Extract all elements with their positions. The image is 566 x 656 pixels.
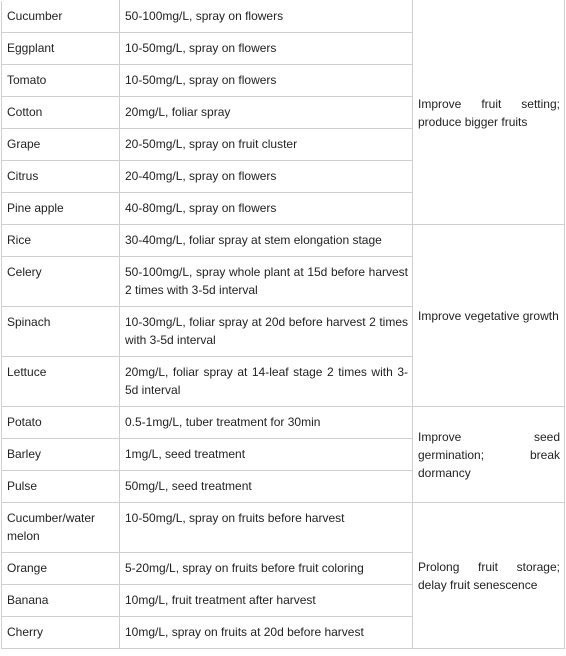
crop-cell: Orange (2, 553, 120, 585)
dosage-cell: 10-50mg/L, spray on flowers (120, 33, 413, 65)
dosage-cell: 50mg/L, seed treatment (120, 471, 413, 503)
crop-cell: Tomato (2, 65, 120, 97)
crop-cell: Rice (2, 225, 120, 257)
dosage-cell: 5-20mg/L, spray on fruits before fruit coloring (120, 553, 413, 585)
dosage-cell: 10mg/L, spray on fruits at 20d before harvest (120, 617, 413, 649)
purpose-cell: Prolong fruit storage; delay fruit senescence (413, 503, 565, 649)
dosage-cell: 30-40mg/L, foliar spray at stem elongation stage (120, 225, 413, 257)
crop-cell: Cucumber (2, 1, 120, 33)
crop-usage-table (1, 0, 565, 649)
crop-cell: Barley (2, 439, 120, 471)
dosage-cell: 10mg/L, fruit treatment after harvest (120, 585, 413, 617)
table-row (2, 1, 565, 33)
dosage-cell: 40-80mg/L, spray on flowers (120, 193, 413, 225)
dosage-cell: 50-100mg/L, spray on flowers (120, 1, 413, 33)
table-row (2, 503, 565, 553)
dosage-cell: 20-50mg/L, spray on fruit cluster (120, 129, 413, 161)
crop-cell: Cucumber/water melon (2, 503, 120, 553)
crop-cell: Banana (2, 585, 120, 617)
dosage-cell: 20-40mg/L, spray on flowers (120, 161, 413, 193)
dosage-cell: 10-50mg/L, spray on flowers (120, 65, 413, 97)
crop-cell: Spinach (2, 307, 120, 357)
purpose-cell: Improve fruit setting; produce bigger fruits (413, 1, 565, 225)
table-row (2, 225, 565, 257)
crop-cell: Pulse (2, 471, 120, 503)
crop-cell: Grape (2, 129, 120, 161)
dosage-cell: 20mg/L, foliar spray at 14-leaf stage 2 times with 3-5d interval (120, 357, 413, 407)
dosage-cell: 1mg/L, seed treatment (120, 439, 413, 471)
crop-cell: Celery (2, 257, 120, 307)
dosage-cell: 10-50mg/L, spray on fruits before harvest (120, 503, 413, 553)
dosage-cell: 10-30mg/L, foliar spray at 20d before harvest 2 times with 3-5d interval (120, 307, 413, 357)
crop-cell: Cotton (2, 97, 120, 129)
dosage-cell: 50-100mg/L, spray whole plant at 15d before harvest 2 times with 3-5d interval (120, 257, 413, 307)
crop-cell: Potato (2, 407, 120, 439)
dosage-cell: 0.5-1mg/L, tuber treatment for 30min (120, 407, 413, 439)
crop-cell: Pine apple (2, 193, 120, 225)
dosage-cell: 20mg/L, foliar spray (120, 97, 413, 129)
crop-cell: Cherry (2, 617, 120, 649)
purpose-cell: Improve seed germination; break dormancy (413, 407, 565, 503)
table-row (2, 407, 565, 439)
crop-cell: Citrus (2, 161, 120, 193)
purpose-cell: Improve vegetative growth (413, 225, 565, 407)
crop-cell: Lettuce (2, 357, 120, 407)
crop-cell: Eggplant (2, 33, 120, 65)
